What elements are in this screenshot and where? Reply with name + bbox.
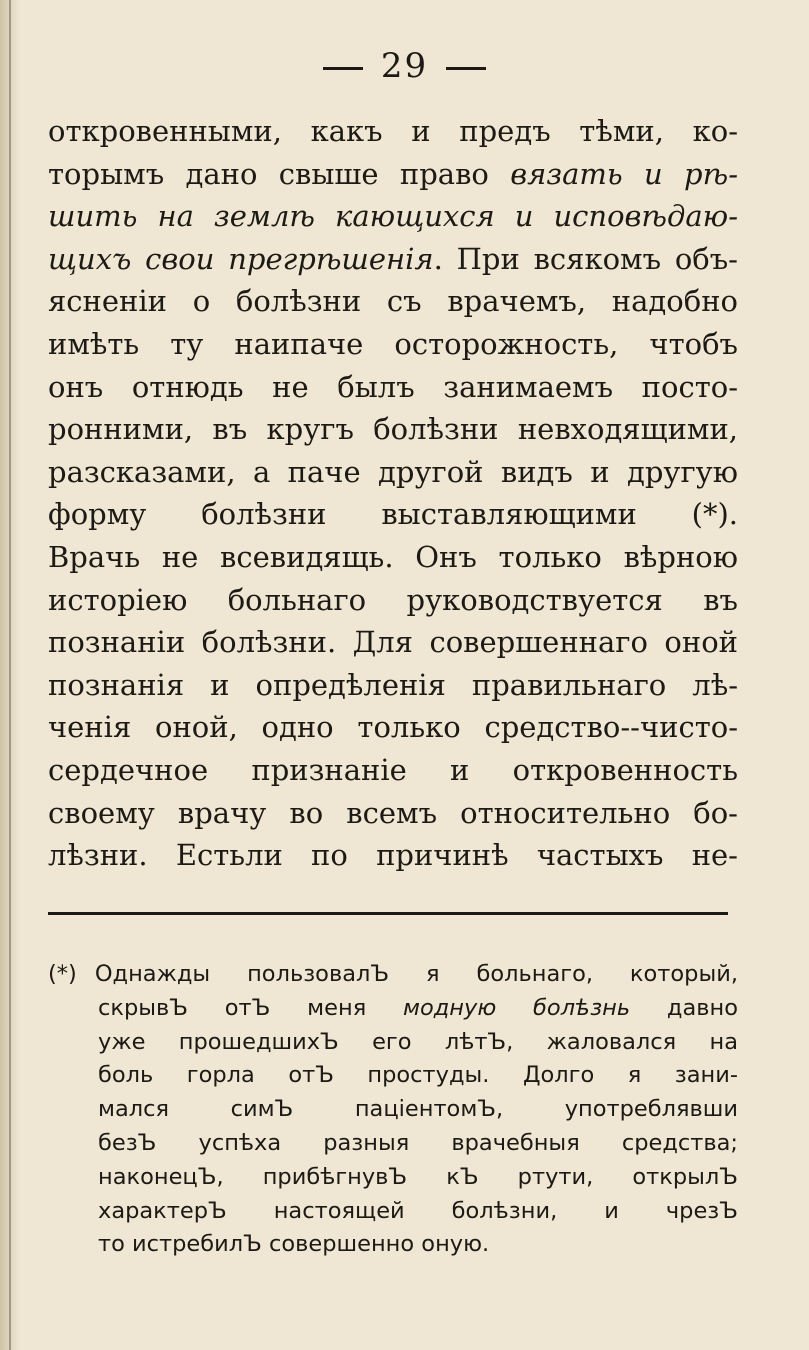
footnote-line-text: безЪ успѣха разныя врачебныя средства;: [98, 1129, 738, 1156]
body-line-text: сердечное признаніе и откровенность: [48, 752, 738, 787]
body-line: [48, 706, 738, 749]
body-line-text: лѣзни. Естьли по причинѣ частыхъ не-: [48, 838, 738, 873]
footnote-line-text: мался симЪ паціентомЪ, употреблявши: [98, 1096, 738, 1123]
footnote-line: [48, 958, 738, 992]
footnote-line-italic: модную болѣзнь: [403, 994, 631, 1021]
body-line-italic: шить на землѣ кающихся и исповѣдаю-: [48, 199, 738, 234]
footnote-line: [48, 1228, 738, 1262]
body-line-text: разсказами, а паче другой видъ и другую: [48, 454, 738, 489]
body-line: [48, 749, 738, 792]
body-line: [48, 621, 738, 664]
footnote-line-text: давно: [630, 994, 739, 1021]
footnote-line: [48, 1127, 738, 1161]
body-line: [48, 238, 738, 281]
body-line-text: откровенными, какъ и предъ тѣми, ко-: [48, 114, 738, 148]
footnote-mark: (*): [48, 961, 77, 987]
footnote-line-text: скрывЪ отЪ меня: [98, 994, 404, 1021]
footnote-line: [48, 1026, 738, 1060]
body-line-text: исторіею больнаго руководствуется въ: [48, 582, 738, 617]
body-line: [48, 664, 738, 707]
body-line: [48, 536, 738, 579]
footnote: [48, 958, 738, 1262]
footnote-divider: [48, 912, 728, 915]
footnote-line: [48, 1161, 738, 1195]
body-line-text: познаніи болѣзни. Для совершеннаго оной: [48, 625, 738, 660]
body-line: [48, 110, 738, 153]
page-number: 29: [380, 46, 429, 86]
body-line: [48, 493, 738, 536]
page-header: [0, 46, 809, 86]
body-line: [48, 323, 738, 366]
body-line: [48, 366, 738, 409]
body-line-text: онъ отнюдь не былъ занимаемъ посто-: [48, 369, 738, 404]
body-line-text: ронними, въ кругъ болѣзни невходящими,: [48, 412, 738, 447]
body-line-italic: щихъ свои прегрѣшенія: [48, 241, 434, 276]
header-dash-left: [323, 67, 363, 70]
footnote-line-text: характерЪ настоящей болѣзни, и чрезЪ: [98, 1197, 738, 1224]
footnote-line-text: боль горла отЪ простуды. Долго я зани-: [98, 1062, 738, 1089]
body-line-text: . При всякомъ объ-: [433, 241, 738, 276]
footnote-line: [48, 1093, 738, 1127]
body-line: [48, 408, 738, 451]
body-line-text: ясненіи о болѣзни съ врачемъ, надобно: [48, 284, 738, 319]
footnote-line: [48, 1059, 738, 1093]
body-line: [48, 153, 738, 196]
body-line-text: имѣть ту наипаче осторожность, чтобъ: [48, 326, 738, 361]
body-line-text: своему врачу во всемъ относительно бо-: [48, 795, 738, 830]
body-line-text: Врачь не всевидящь. Онъ только вѣрною: [48, 539, 738, 574]
footnote-line: [48, 992, 738, 1026]
body-line: [48, 834, 738, 877]
body-line-text: познанія и опредѣленія правильнаго лѣ-: [48, 667, 738, 702]
binding-line: [9, 0, 11, 1350]
body-text: [48, 110, 738, 877]
body-line-text: торымъ дано свыше право: [48, 156, 511, 191]
footnote-line-text: наконецЪ, прибѣгнувЪ кЪ ртути, открылЪ: [98, 1163, 738, 1190]
body-line-text: форму болѣзни выставляющими (*).: [48, 497, 738, 532]
body-line-italic: вязать и рѣ-: [510, 156, 738, 191]
footnote-line-text: то истребилЪ совершенно оную.: [98, 1231, 490, 1258]
body-line: [48, 792, 738, 835]
header-dash-right: [446, 67, 486, 70]
body-line: [48, 195, 738, 238]
footnote-line-text: уже прошедшихЪ его лѣтЪ, жаловался на: [98, 1028, 738, 1055]
body-line: [48, 579, 738, 622]
body-line-text: ченія оной, одно только средство--чисто-: [48, 710, 738, 745]
body-line: [48, 451, 738, 494]
body-line: [48, 280, 738, 323]
footnote-line: [48, 1195, 738, 1229]
footnote-line-text: Однажды пользовалЪ я больнаго, который,: [94, 961, 738, 987]
